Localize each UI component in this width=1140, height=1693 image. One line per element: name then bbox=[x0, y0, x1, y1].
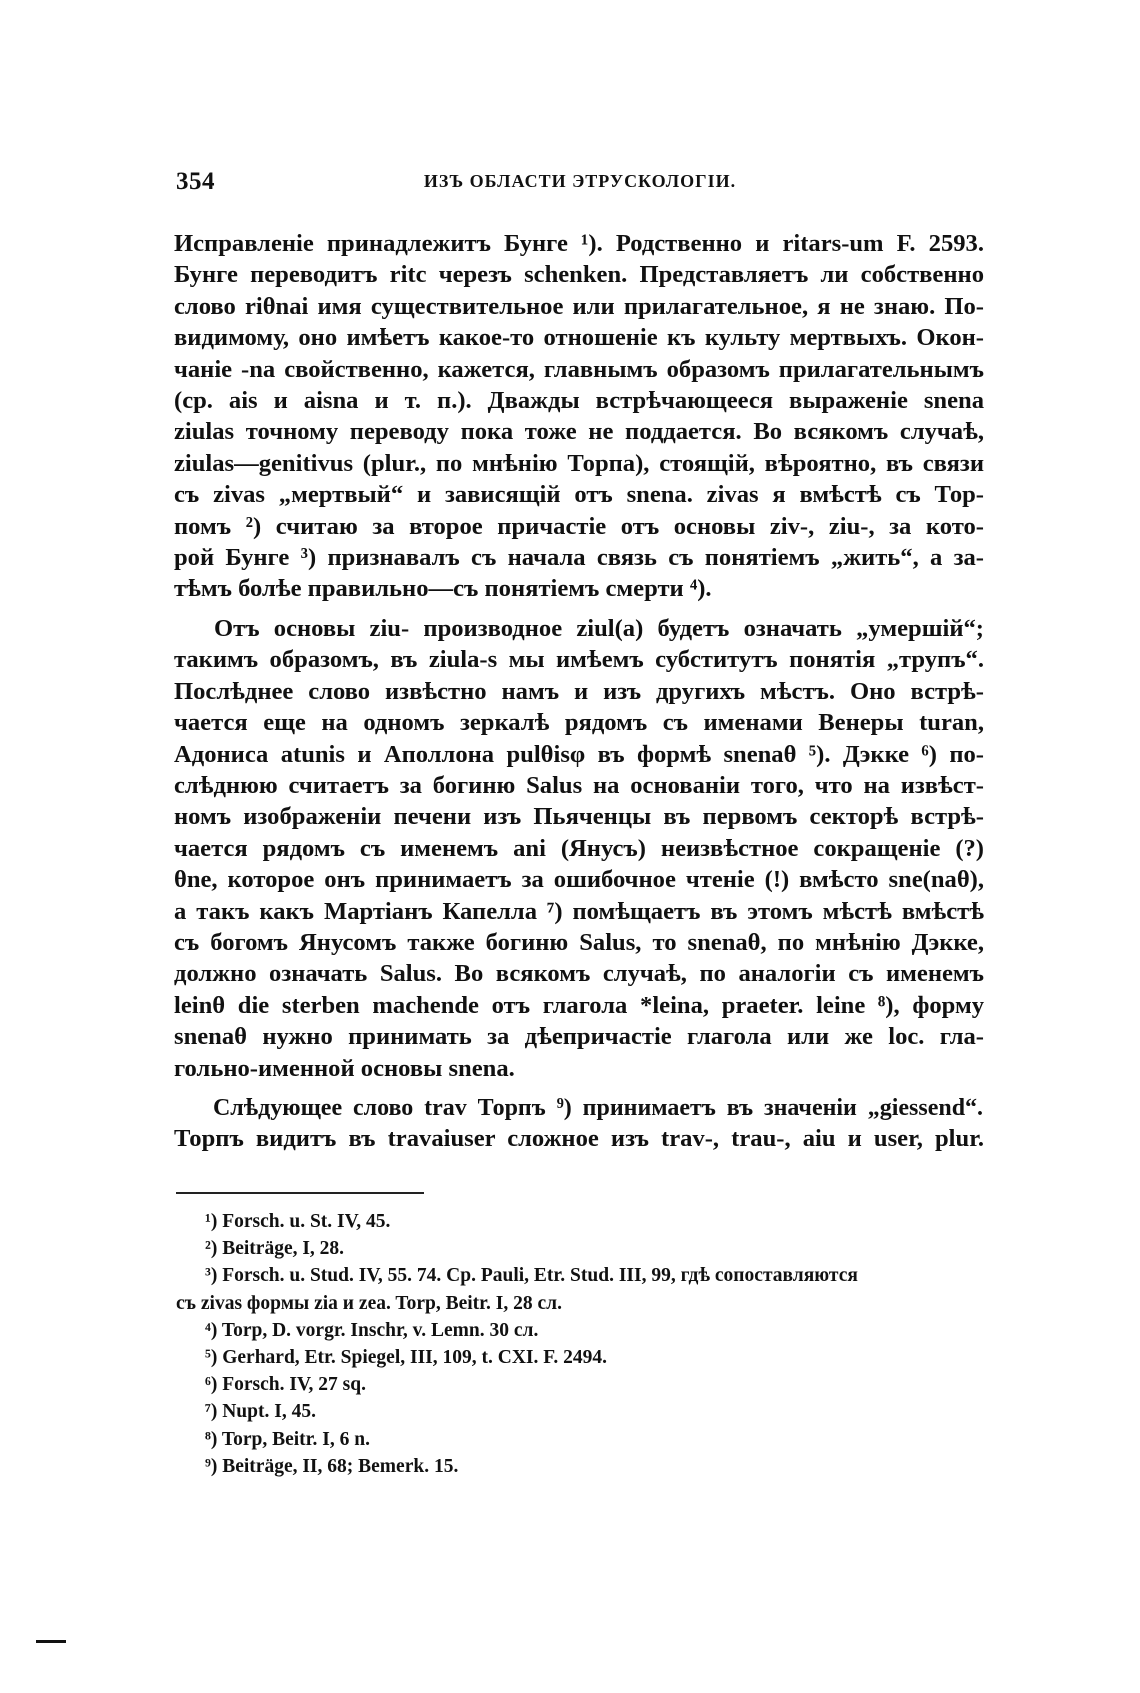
text-line: рой Бунге ³) признавалъ съ начала связь съ понятіемъ „жить“, а за- bbox=[174, 544, 984, 572]
footnote: ²) Beiträge, I, 28. bbox=[205, 1238, 345, 1260]
footnote: ⁷) Nupt. I, 45. bbox=[205, 1401, 316, 1423]
page-number: 354 bbox=[176, 168, 215, 195]
footnote-divider bbox=[176, 1192, 424, 1194]
text-line: snenaθ нужно принимать за дѣепричастіе глагола или же loc. гла- bbox=[174, 1023, 984, 1051]
text-line: номъ изображеніи печени изъ Пьяченцы въ первомъ секторѣ встрѣ- bbox=[174, 803, 984, 831]
text-line: чаніе -na свойственно, кажется, главнымъ образомъ прилагательнымъ bbox=[174, 355, 984, 383]
text-line: а такъ какъ Мартіанъ Капелла ⁷) помѣщаетъ въ этомъ мѣстѣ вмѣстѣ bbox=[174, 897, 984, 925]
text-line: чается еще на одномъ зеркалѣ рядомъ съ именами Венеры turan, bbox=[174, 709, 984, 737]
text-line: Исправленіе принадлежитъ Бунге ¹). Родственно и ritars-um F. 2593. bbox=[174, 230, 984, 257]
text-line: слово riθnai имя существительное или прилагательное, я не знаю. По- bbox=[174, 292, 984, 320]
text-line: должно означать Salus. Во всякомъ случаѣ, по аналогіи съ именемъ bbox=[174, 960, 984, 988]
footnote: ⁶) Forsch. IV, 27 sq. bbox=[205, 1374, 366, 1396]
text-line: Торпъ видитъ въ travaiuser сложное изъ trav-, trau-, aiu и user, plur. bbox=[174, 1125, 984, 1153]
text-line: (ср. ais и aisna и т. п.). Дважды встрѣчающееся выраженіе snena bbox=[174, 387, 984, 415]
text-line: помъ ²) считаю за второе причастіе отъ основы ziv-, ziu-, за кото- bbox=[174, 512, 984, 540]
footnote-continuation: съ zivas формы zia и zea. Torp, Beitr. I, 28 сл. bbox=[176, 1292, 562, 1314]
text-line: θne, которое онъ принимаетъ за ошибочное чтеніе (!) вмѣсто sne(naθ), bbox=[174, 866, 984, 894]
body-text bbox=[174, 228, 984, 1155]
text-line: Отъ основы ziu- производное ziul(a) будетъ означать „умершій“; bbox=[214, 614, 984, 642]
text-line: такимъ образомъ, въ ziula-s мы имѣемъ субститутъ понятія „трупъ“. bbox=[174, 646, 984, 674]
text-line: Послѣднее слово извѣстно намъ и изъ другихъ мѣстъ. Оно встрѣ- bbox=[174, 677, 984, 705]
text-line: ziulas точному переводу пока тоже не поддается. Во всякомъ случаѣ, bbox=[174, 418, 984, 446]
text-line: Адониса atunis и Аполлона pulθisφ въ формѣ snenaθ ⁵). Дэкке ⁶) по- bbox=[174, 740, 984, 768]
text-line: слѣднюю считаетъ за богиню Salus на основаніи того, что на извѣст- bbox=[174, 771, 984, 799]
text-line: Бунге переводитъ ritc черезъ schenken. Представляетъ ли собственно bbox=[174, 261, 984, 289]
text-line: Слѣдующее слово trav Торпъ ⁹) принимаетъ въ значеніи „giessend“. bbox=[212, 1093, 984, 1121]
text-line: съ zivas „мертвый“ и зависящій отъ snena. zivas я вмѣстѣ съ Тор- bbox=[174, 481, 984, 509]
text-line: съ богомъ Янусомъ также богиню Salus, то snenaθ, по мнѣнію Дэкке, bbox=[174, 928, 984, 956]
text-line: ziulas—genitivus (plur., по мнѣнію Торпа), стоящій, вѣроятно, въ связи bbox=[174, 449, 984, 477]
text-line: leinθ die sterben machende отъ глагола *leina, praeter. leine ⁸), форму bbox=[174, 991, 984, 1019]
text-line: видимому, оно имѣетъ какое-то отношеніе къ культу мертвыхъ. Окон- bbox=[174, 324, 984, 352]
footnotes bbox=[176, 1208, 985, 1480]
footnote: ⁵) Gerhard, Etr. Spiegel, III, 109, t. CXI. F. 2494. bbox=[205, 1347, 607, 1369]
page-header bbox=[176, 168, 984, 208]
text-line: чается рядомъ съ именемъ ani (Янусъ) неизвѣстное сокращеніе (?) bbox=[174, 834, 984, 862]
text-line: тѣмъ болѣе правильно—съ понятіемъ смерти ⁴). bbox=[174, 575, 712, 603]
text-line: гольно-именной основы snena. bbox=[174, 1054, 515, 1082]
footnote: ⁸) Torp, Beitr. I, 6 n. bbox=[205, 1428, 370, 1450]
margin-mark bbox=[36, 1640, 66, 1643]
footnote: ⁴) Torp, D. vorgr. Inschr, v. Lemn. 30 сл. bbox=[205, 1319, 539, 1341]
running-title: ИЗЪ ОБЛАСТИ ЭТРУСКОЛОГІИ. bbox=[423, 171, 737, 191]
footnote: ¹) Forsch. u. St. IV, 45. bbox=[205, 1211, 391, 1232]
footnote: ⁹) Beiträge, II, 68; Bemerk. 15. bbox=[205, 1455, 459, 1477]
footnote: ³) Forsch. u. Stud. IV, 55. 74. Cp. Pauli, Etr. Stud. III, 99, гдѣ сопоставляются bbox=[205, 1265, 858, 1287]
